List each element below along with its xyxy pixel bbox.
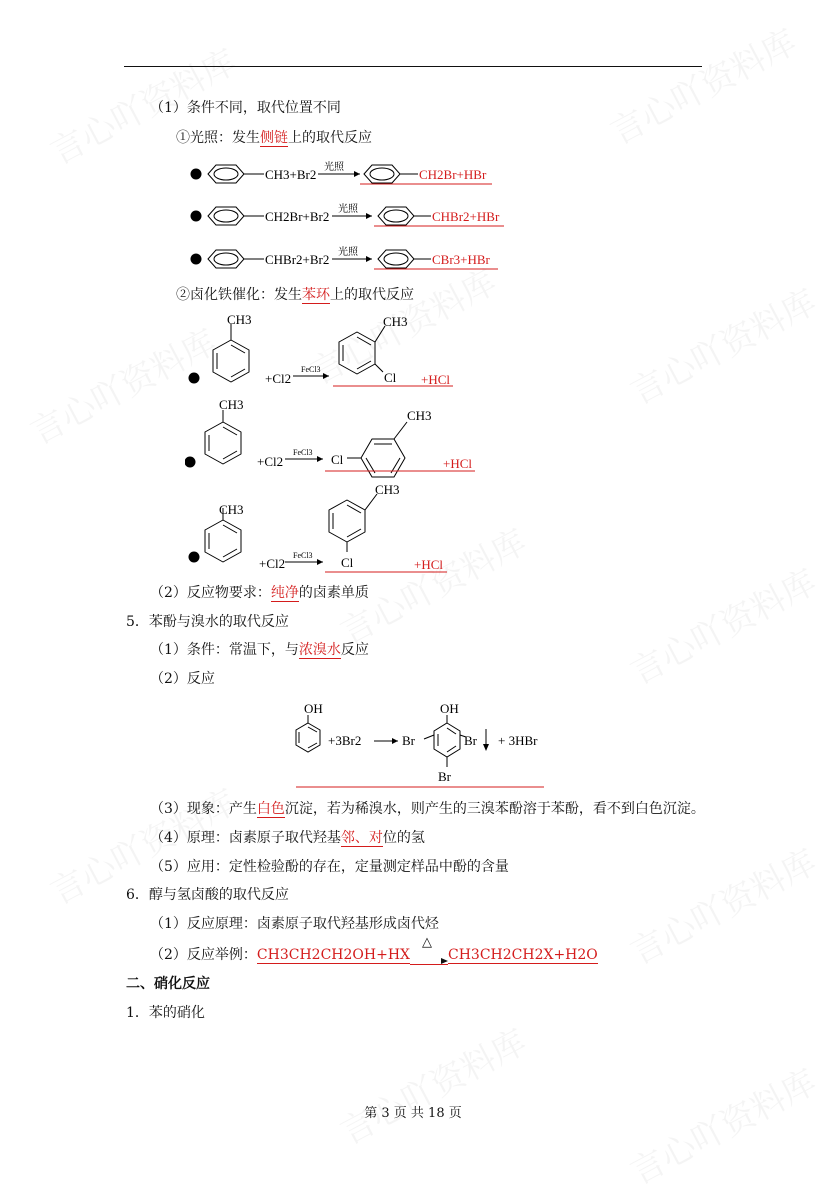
watermark [330, 1015, 533, 1154]
light-line: ①光照：发生侧链上的取代反应 [176, 130, 372, 146]
cl-label: Cl [341, 555, 354, 570]
heat-arrow [410, 935, 448, 965]
br-label: Br [464, 733, 477, 748]
benzene-ring [208, 207, 244, 225]
answer-pure: 纯净 [270, 585, 299, 601]
answer-side-chain: 侧链 [260, 130, 288, 146]
methyl-label: CH3 [219, 397, 244, 412]
r3-left: CHBr2+Br2 [265, 252, 330, 267]
cl2-label: +Cl2 [257, 454, 284, 469]
oh-label: OH [440, 701, 459, 716]
cl-label: Cl [384, 370, 397, 385]
r2-right: CHBr2+HBr [432, 209, 500, 224]
methyl-label: CH3 [227, 312, 252, 327]
answer-white: 白色 [256, 801, 285, 817]
catalyst-label: FeCl3 [293, 551, 313, 560]
watermark [620, 275, 823, 414]
br2-label: +3Br2 [328, 733, 362, 748]
requirement-line: （2）反应物要求：纯净的卤素单质 [150, 585, 369, 601]
condition-heading: （1）条件不同，取代位置不同 [150, 100, 341, 116]
o-chlorotoluene [339, 326, 385, 374]
hcl-product: +HCl [443, 456, 473, 471]
hcl-product: +HCl [421, 372, 451, 387]
catalyst-label: FeCl3 [293, 448, 313, 457]
answer-ring: 苯环 [302, 287, 330, 303]
hcl-product: +HCl [414, 557, 444, 572]
equation-left: CH3CH2CH2OH+HX [256, 947, 410, 963]
benzene-ring [364, 165, 400, 183]
p-chlorotoluene [347, 422, 407, 477]
br-label: Br [438, 769, 451, 784]
watermark [620, 555, 823, 694]
condition-light: 光照 [338, 204, 358, 215]
s5-phenomenon: （3）现象：产生白色沉淀，若为稀溴水，则产生的三溴苯酚溶于苯酚，看不到白色沉淀。 [150, 801, 705, 817]
cl-label: Cl [331, 452, 344, 467]
toluene [205, 410, 241, 464]
benzene-ring [208, 165, 244, 183]
header-rule [124, 66, 702, 67]
iron-line: ②卤化铁催化：发生苯环上的取代反应 [176, 287, 414, 303]
s5-principle: （4）原理：卤素原子取代羟基邻、对位的氢 [150, 830, 425, 846]
benzene-ring [378, 250, 414, 268]
methyl-label: CH3 [407, 408, 432, 423]
cl2-label: +Cl2 [265, 371, 292, 386]
answer-conc-bromine: 浓溴水 [298, 642, 341, 658]
ring-reactions [185, 310, 485, 582]
equation-right: CH3CH2CH2X+H2O [448, 947, 598, 963]
s5-application: （5）应用：定性检验酚的存在，定量测定样品中酚的含量 [150, 859, 509, 875]
section-5-heading: 5．苯酚与溴水的取代反应 [126, 614, 289, 630]
benzene-ring [208, 250, 244, 268]
r3-right: CBr3+HBr [432, 252, 490, 267]
watermark [620, 835, 823, 974]
bullet [191, 254, 202, 265]
benzene-ring [378, 207, 414, 225]
bullet [189, 373, 200, 384]
methyl-label: CH3 [375, 482, 400, 497]
heat-icon: △ [422, 935, 432, 950]
br-label: Br [402, 733, 415, 748]
section-ii-heading: 二、硝化反应 [126, 976, 210, 992]
bullet [191, 169, 202, 180]
catalyst-label: FeCl3 [301, 365, 321, 374]
bullet [185, 457, 196, 468]
watermark [620, 1055, 823, 1194]
condition-light: 光照 [338, 247, 358, 258]
section-ii-1: 1．苯的硝化 [126, 1005, 205, 1021]
r2-left: CH2Br+Br2 [265, 209, 330, 224]
s5-condition: （1）条件：常温下，与浓溴水反应 [150, 642, 369, 658]
condition-light: 光照 [324, 162, 344, 173]
cl2-label: +Cl2 [259, 556, 286, 571]
toluene [213, 324, 249, 382]
page-footer: 第 3 页 共 18 页 [364, 1106, 462, 1121]
bullet [189, 552, 200, 563]
methyl-label: CH3 [219, 502, 244, 517]
s6-example: （2）反应举例：CH3CH2CH2OH+HX △ CH3CH2CH2X+H2O [150, 935, 598, 963]
s5-reaction-label: （2）反应 [150, 671, 215, 687]
s6-principle: （1）反应原理：卤素原子取代羟基形成卤代烃 [150, 916, 439, 932]
r1-left: CH3+Br2 [265, 167, 317, 182]
answer-ortho-para: 邻、对 [340, 830, 383, 846]
hbr-label: + 3HBr [498, 733, 538, 748]
oh-label: OH [304, 701, 323, 716]
bullet [191, 211, 202, 222]
r1-right: CH2Br+HBr [419, 167, 487, 182]
phenol [296, 715, 320, 752]
phenol-bromination [290, 695, 550, 791]
tribromophenol [424, 715, 466, 767]
side-chain-reactions [188, 158, 518, 280]
m-chlorotoluene [329, 494, 377, 552]
methyl-label: CH3 [383, 314, 408, 329]
watermark [600, 15, 803, 154]
section-6-heading: 6．醇与氢卤酸的取代反应 [126, 887, 289, 903]
